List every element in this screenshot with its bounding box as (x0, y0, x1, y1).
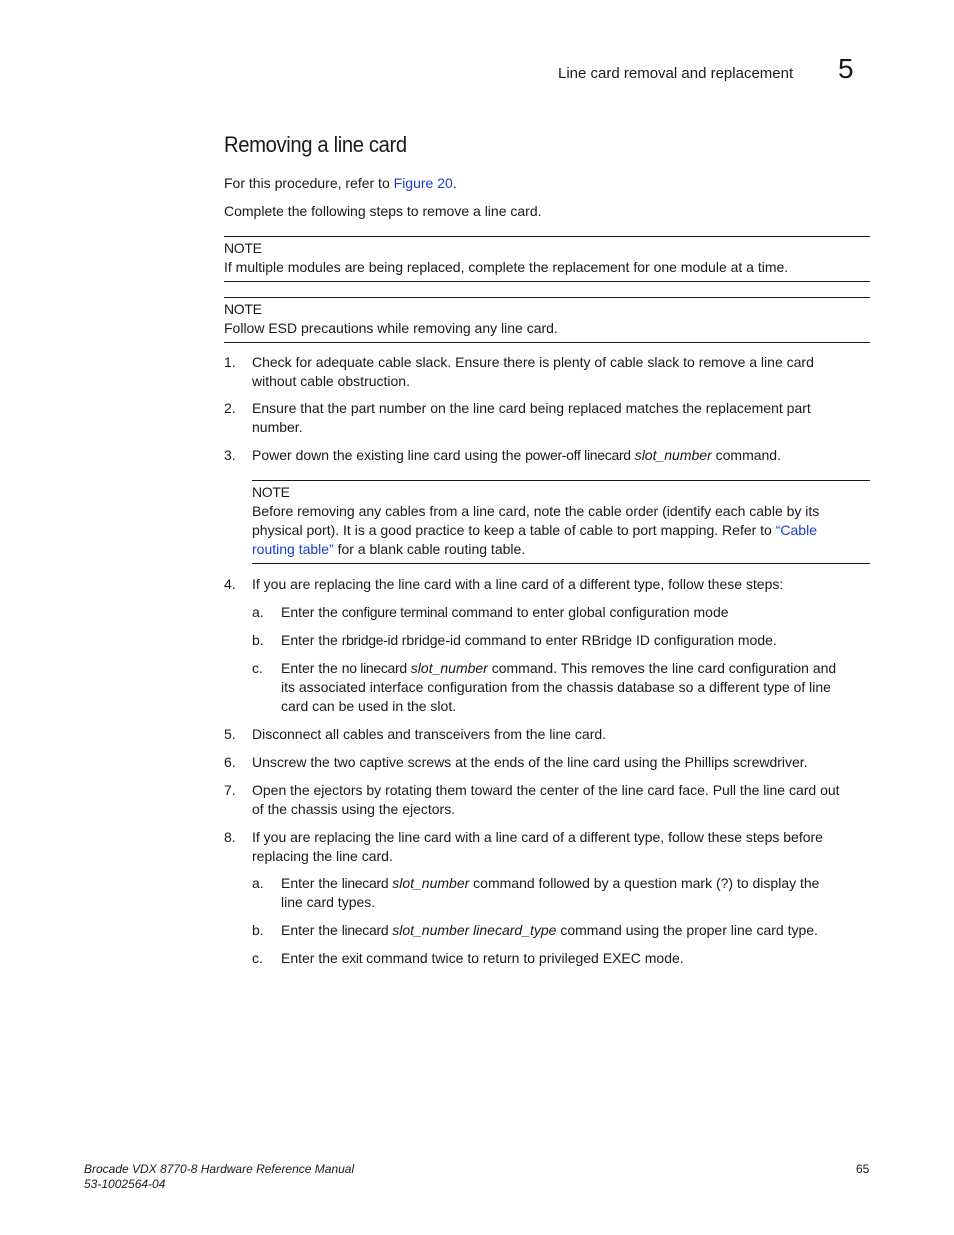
step-number: 2. (224, 400, 236, 416)
substep-8a (252, 874, 870, 912)
command: linecard (341, 875, 389, 891)
substep-4b (252, 631, 870, 650)
substep-8b (252, 921, 870, 940)
note-text: Follow ESD precautions while removing any line card. (224, 320, 558, 336)
chapter-number: 5 (838, 53, 854, 84)
substep-text: Enter the exit command twice to return to privileged EXEC mode. (281, 950, 684, 966)
substep-letter: b. (252, 632, 264, 648)
note-label: NOTE (252, 484, 290, 500)
substep-4a (252, 603, 870, 622)
note-label: NOTE (224, 301, 262, 317)
step-text: Check for adequate cable slack. Ensure there is plenty of cable slack to remove a line card without cable obstruction. (252, 354, 814, 389)
step-text: Ensure that the part number on the line card being replaced matches the replacement part number. (252, 400, 811, 435)
step-3 (224, 446, 870, 465)
substep-letter: c. (252, 950, 263, 966)
substep-text: Enter the no linecard slot_number command. This removes the line card configuration and its associated interface configuration from the chassis database so a different type of line card can be used in the slot. (281, 660, 837, 714)
step-6 (224, 753, 870, 772)
step-number: 6. (224, 754, 236, 770)
step-4 (224, 575, 870, 594)
substep-text: Enter the configure terminal command to enter global configuration mode (281, 604, 729, 620)
step-text: If you are replacing the line card with a line card of a different type, follow these steps: (252, 576, 784, 592)
cable-routing-table-link[interactable]: “Cable (775, 522, 817, 538)
command: linecard (341, 922, 389, 938)
step-text: Disconnect all cables and transceivers from the line card. (252, 726, 607, 742)
footer-doc-number: 53-1002564-04 (84, 1177, 166, 1191)
substep-letter: a. (252, 604, 264, 620)
step-5 (224, 725, 870, 744)
steps-intro: Complete the following steps to remove a line card. (224, 203, 542, 219)
step-number: 5. (224, 726, 236, 742)
substep-text: Enter the linecard slot_number linecard_type command using the proper line card type. (281, 922, 818, 938)
step-number: 4. (224, 576, 236, 592)
command: configure terminal (341, 604, 448, 620)
step-7 (224, 781, 870, 819)
section-title: Removing a line card (224, 132, 407, 157)
footer-manual-title: Brocade VDX 8770-8 Hardware Reference Manual (84, 1162, 355, 1176)
step-number: 1. (224, 354, 236, 370)
substep-letter: c. (252, 660, 263, 676)
note-text: Before removing any cables from a line card, note the cable order (identify each cable by its physical port). It is a good practice to keep a table of cable to port mapping. Refer to “Cable routing table” for a blank cable routing table. (252, 503, 820, 557)
step-number: 3. (224, 447, 236, 463)
step-text: Power down the existing line card using the power-off linecard slot_number command. (252, 447, 781, 463)
substep-text: Enter the linecard slot_number command followed by a question mark (?) to display the line card types. (281, 875, 820, 910)
note-text: If multiple modules are being replaced, complete the replacement for one module at a time. (224, 259, 789, 275)
step-number: 7. (224, 782, 236, 798)
command: no linecard (341, 660, 407, 676)
step-2 (224, 399, 870, 437)
step-8 (224, 828, 870, 866)
substep-letter: b. (252, 922, 264, 938)
note-box (224, 236, 870, 282)
page-number: 65 (856, 1162, 870, 1176)
chapter-title: Line card removal and replacement (558, 65, 794, 82)
command: exit (341, 950, 363, 966)
note-label: NOTE (224, 240, 262, 256)
step-text: If you are replacing the line card with a line card of a different type, follow these steps before replacing the line card. (252, 829, 823, 864)
cable-routing-table-link[interactable]: routing table” (252, 541, 334, 557)
step-number: 8. (224, 829, 236, 845)
command-variable: slot_number (634, 447, 712, 463)
command: power-off linecard (525, 447, 631, 463)
step-text: Open the ejectors by rotating them toward the center of the line card face. Pull the line card out of the chassis using the ejectors. (252, 782, 840, 817)
command-variable: slot_number (392, 875, 470, 891)
refer-paragraph: For this procedure, refer to Figure 20. (224, 175, 457, 191)
command-variable: slot_number (410, 660, 488, 676)
figure-link[interactable]: Figure 20 (393, 175, 453, 191)
note-box (252, 480, 870, 564)
substep-4c (252, 659, 870, 716)
command-variable: slot_number linecard_type (392, 922, 557, 938)
substep-text: Enter the rbridge-id rbridge-id command to enter RBridge ID configuration mode. (281, 632, 777, 648)
substep-letter: a. (252, 875, 264, 891)
step-1 (224, 353, 870, 391)
command: rbridge-id (341, 632, 398, 648)
note-box (224, 297, 870, 343)
step-text: Unscrew the two captive screws at the ends of the line card using the Phillips screwdriver. (252, 754, 808, 770)
footer-manual-info (84, 1162, 354, 1192)
substep-8c (252, 949, 870, 968)
